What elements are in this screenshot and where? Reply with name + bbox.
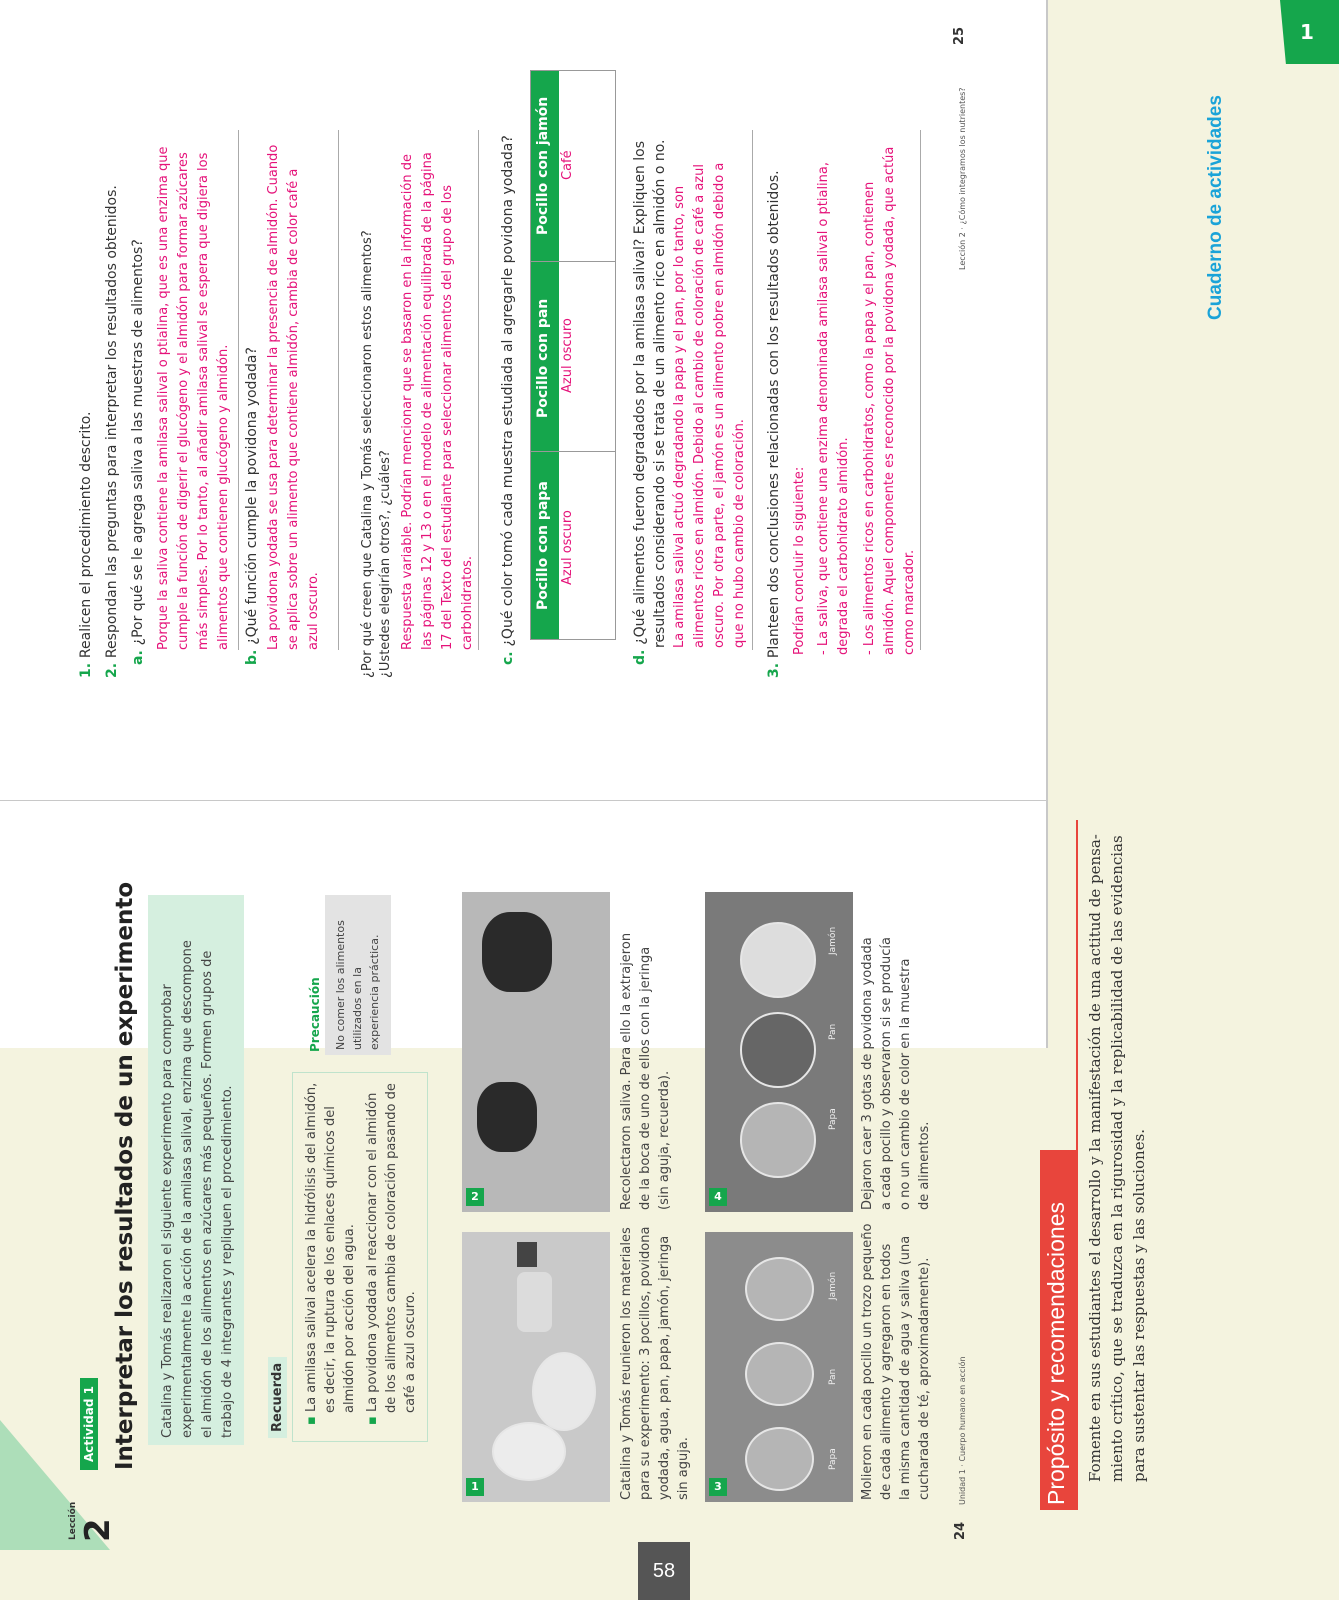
answer-a-line-2: cumple la función de digerir el glucógeno y el almidón para formar azúcares: [176, 152, 191, 650]
lesson-number: 2: [78, 1518, 118, 1542]
question-extra-line-1: ¿Por qué creen que Catalina y Tomás seleccionaron estos alimentos?: [360, 230, 375, 678]
step-2-line-1: Recolectaron saliva. Para ello la extrajeron: [619, 932, 634, 1210]
bottle-image: [517, 1242, 537, 1267]
footer-text-left: Unidad 1 · Cuerpo humano en acción: [958, 1356, 967, 1505]
plate-image: [492, 1422, 566, 1481]
answer-3-line-1: Podrían concluir lo siguiente:: [792, 466, 807, 655]
question-1: [78, 412, 94, 679]
letter-b: b.: [244, 644, 260, 665]
answer-3-line-5: almidón. Aquel componente es reconocido por la povidona yodada, que actúa: [882, 146, 897, 655]
photo-materials: [462, 1232, 610, 1502]
recuerda-2-line-2: de los alimentos cambia de coloración pasando de: [384, 1083, 399, 1413]
question-a-text: ¿Por qué se le agrega saliva a las muestras de alimentos?: [130, 239, 146, 646]
step-4-line-2: a cada pocillo y observaron si se producía: [879, 937, 894, 1210]
footer-page-number-right: 25: [952, 26, 967, 45]
answer-b-line-1: La povidona yodada se usa para determinar la presencia de almidón. Cuando: [266, 144, 281, 650]
answer-a-line-3: más simples. Por lo tanto, al añadir amilasa salival se espera que digiera los: [196, 152, 211, 650]
answer-line: [478, 130, 479, 650]
answer-line: [920, 130, 921, 650]
spread-divider: [0, 800, 1046, 801]
proposito-line-2: miento crítico, que se traduzca en la rigurosidad y la replicabilidad de las evidencias: [1108, 835, 1126, 1482]
answer-b-line-3: azul oscuro.: [306, 572, 321, 650]
bowl-image: [740, 922, 816, 998]
question-1-text: Realicen el procedimiento descrito.: [78, 411, 94, 659]
page-title: Interpretar los resultados de un experimento: [112, 881, 138, 1470]
table-value-papa: Azul oscuro: [560, 510, 575, 585]
question-d-line-1: [632, 141, 648, 665]
recuerda-1-text-1: La amilasa salival acelera la hidrólisis del almidón,: [304, 1082, 319, 1413]
step-badge-2: 2: [466, 1188, 484, 1206]
number-1: 1.: [78, 658, 94, 678]
step-1-line-1: Catalina y Tomás reunieron los materiales: [619, 1227, 634, 1500]
step-4-line-1: Dejaron caer 3 gotas de povidona yodada: [860, 937, 875, 1210]
bowl-image: [740, 1102, 816, 1178]
answer-3-line-2: - La saliva, que contiene una enzima denominada amilasa salival o ptialina,: [816, 161, 831, 655]
answer-a-line-1: Porque la saliva contiene la amilasa salival o ptialina, que es una enzima que: [156, 146, 171, 650]
intro-line-4: trabajo de 4 integrantes y repliquen el procedimiento.: [220, 1085, 235, 1438]
answer-d-line-4: que no hubo cambio de coloración.: [732, 419, 747, 648]
table-value-pan: Azul oscuro: [560, 318, 575, 393]
plate-image: [532, 1352, 596, 1431]
answer-line: [338, 130, 339, 650]
table-divider: [531, 261, 615, 262]
answer-3-line-3: degrada el carbohidrato almidón.: [836, 437, 851, 655]
step-4-line-4: de alimentos.: [917, 1121, 932, 1210]
question-d-line-2: resultados considerando si se trata de un alimento rico en almidón o no.: [652, 139, 668, 648]
bowl-label-jamon: Jamón: [828, 1271, 838, 1300]
proposito-rule: [1076, 820, 1078, 1510]
question-2-text: Respondan las preguntas para interpretar los resultados obtenidos.: [104, 185, 120, 659]
question-extra-line-2: ¿Ustedes elegirían otros?, ¿cuáles?: [378, 450, 393, 678]
answer-d-line-1: La amilasa salival actuó degradando la papa y el pan, por lo tanto, son: [672, 185, 687, 648]
step-4-line-3: o no un cambio de color en la muestra: [898, 958, 913, 1210]
precaucion-line-2: utilizados en la: [351, 967, 364, 1050]
answer-line: [752, 130, 753, 650]
answer-3-line-6: como marcador.: [902, 549, 917, 655]
precaucion-label: Precaución: [308, 977, 322, 1052]
table-header-jamon: Pocillo con jamón: [535, 96, 551, 235]
bowl-image: [745, 1427, 814, 1491]
intro-line-3: el almidón de los alimentos en azúcares más pequeños. Formen grupos de: [200, 950, 215, 1438]
bowl-label-jamon-4: Jamón: [828, 926, 838, 955]
bowl-image: [745, 1257, 814, 1321]
step-3-line-3: la misma cantidad de agua y saliva (una: [898, 1235, 913, 1500]
answer-d-line-2: alimentos ricos en almidón. Debido al cambio de coloración de café a azul: [692, 164, 707, 648]
question-b-text: ¿Qué función cumple la povidona yodada?: [244, 347, 260, 645]
step-2-line-2: de la boca de uno de ellos con la jeringa: [638, 946, 653, 1210]
letter-a: a.: [130, 645, 146, 665]
step-3-line-4: cucharada de té, aproximadamente).: [917, 1257, 932, 1500]
step-3-line-2: de cada alimento y agregaron en todos: [879, 1243, 894, 1500]
step-1-line-3: yodada, agua, pan, papa, jamón, jeringa: [657, 1235, 672, 1500]
glass-image: [517, 1272, 552, 1332]
number-2: 2.: [104, 658, 120, 678]
bowl-image: [745, 1342, 814, 1406]
table-header-pan: Pocillo con pan: [535, 298, 551, 418]
answer-a-line-4: alimentos que contienen glucógeno y almidón.: [216, 344, 231, 650]
bowl-image: [740, 1012, 816, 1088]
step-badge-4: 4: [709, 1188, 727, 1206]
bullet-icon: ▪: [304, 1412, 319, 1425]
bowl-label-pan: Pan: [828, 1368, 838, 1385]
page-number: 58: [638, 1542, 690, 1600]
proposito-title: Propósito y recomendaciones: [1043, 1202, 1069, 1505]
step-badge-3: 3: [709, 1478, 727, 1496]
question-b: [244, 347, 260, 665]
answer-line: [238, 130, 239, 650]
question-c: [500, 135, 516, 665]
answer-3-line-4: - Los alimentos ricos en carbohidratos, como la papa y el pan, contienen: [862, 181, 877, 655]
number-3: 3.: [766, 658, 782, 678]
photo-saliva: [462, 892, 610, 1212]
precaucion-line-3: experiencia práctica.: [368, 934, 381, 1050]
recuerda-2-line-1: [363, 1093, 382, 1425]
recuerda-label: Recuerda: [268, 1357, 287, 1438]
answer-extra-line-1: Respuesta variable. Podrían mencionar que se basaron en la información de: [400, 154, 415, 650]
table-header-papa: Pocillo con papa: [535, 481, 551, 610]
footer-page-number-left: 24: [953, 1521, 968, 1540]
page-divider: [1046, 0, 1048, 1048]
letter-c: c.: [500, 646, 516, 665]
answer-extra-line-3: 17 del Texto del estudiante para seleccionar alimentos del grupo de los: [440, 185, 455, 650]
precaucion-line-1: No comer los alimentos: [334, 920, 347, 1050]
intro-line-2: experimentalmente la acción de la amilasa salival, enzima que descompone: [180, 940, 195, 1438]
person-image: [477, 1082, 537, 1152]
answer-d-line-3: oscuro. Por otra parte, el jamón es un alimento pobre en almidón debido a: [712, 162, 727, 648]
lesson-label: Lección: [68, 1501, 78, 1540]
step-1-line-4: sin aguja.: [676, 1437, 691, 1500]
step-badge-1: 1: [466, 1478, 484, 1496]
step-1-line-2: para su experimento: 3 pocillos, povidona: [638, 1226, 653, 1500]
bowl-label-pan-4: Pan: [828, 1023, 838, 1040]
letter-d: d.: [632, 644, 648, 665]
bullet-icon: ▪: [365, 1412, 380, 1425]
proposito-line-1: Fomente en sus estudiantes el desarrollo y la manifestación de una actitud de pensa-: [1086, 834, 1104, 1482]
activity-badge: Actividad 1: [80, 1378, 98, 1470]
answer-extra-line-4: carbohidratos.: [460, 555, 475, 650]
cuaderno-label: Cuaderno de actividades: [1205, 95, 1226, 320]
answer-b-line-2: se aplica sobre un alimento que contiene almidón, cambia de color café a: [286, 168, 301, 650]
bowl-label-papa: Papa: [828, 1448, 838, 1470]
recuerda-1-line-1: [302, 1083, 321, 1425]
step-3-line-1: Molieron en cada pocillo un trozo pequeño: [860, 1223, 875, 1500]
question-3: [766, 170, 782, 678]
question-d-text-1: ¿Qué alimentos fueron degradados por la amilasa salival? Expliquen los: [632, 140, 648, 645]
person-image: [482, 912, 552, 992]
question-2: [104, 185, 120, 678]
footer-text-right: Lección 2 · ¿Cómo integramos los nutrientes?: [958, 87, 967, 270]
table-divider: [531, 451, 615, 452]
question-c-text: ¿Qué color tomó cada muestra estudiada al agregarle povidona yodada?: [500, 135, 516, 647]
recuerda-1-line-3: almidón por acción del agua.: [342, 1224, 357, 1413]
chapter-tab-number: 1: [1300, 20, 1314, 44]
recuerda-2-line-3: café a azul oscuro.: [403, 1291, 418, 1413]
question-3-text: Planteen dos conclusiones relacionadas con los resultados obtenidos.: [766, 170, 782, 659]
recuerda-2-text-1: La povidona yodada al reaccionar con el almidón: [365, 1092, 380, 1413]
step-2-line-3: (sin aguja, recuerda).: [657, 1070, 672, 1210]
intro-line-1: Catalina y Tomás realizaron el siguiente experimento para comprobar: [160, 984, 175, 1438]
recuerda-1-line-2: es decir, la ruptura de los enlaces químicos del: [323, 1106, 338, 1413]
bowl-label-papa-4: Papa: [828, 1108, 838, 1130]
answer-extra-line-2: las páginas 12 y 13 o en el modelo de alimentación equilibrada de la página: [420, 152, 435, 650]
table-value-jamon: Café: [560, 150, 575, 180]
proposito-line-3: para sustentar las respuestas y las soluciones.: [1130, 1128, 1148, 1482]
question-a: [130, 239, 146, 665]
